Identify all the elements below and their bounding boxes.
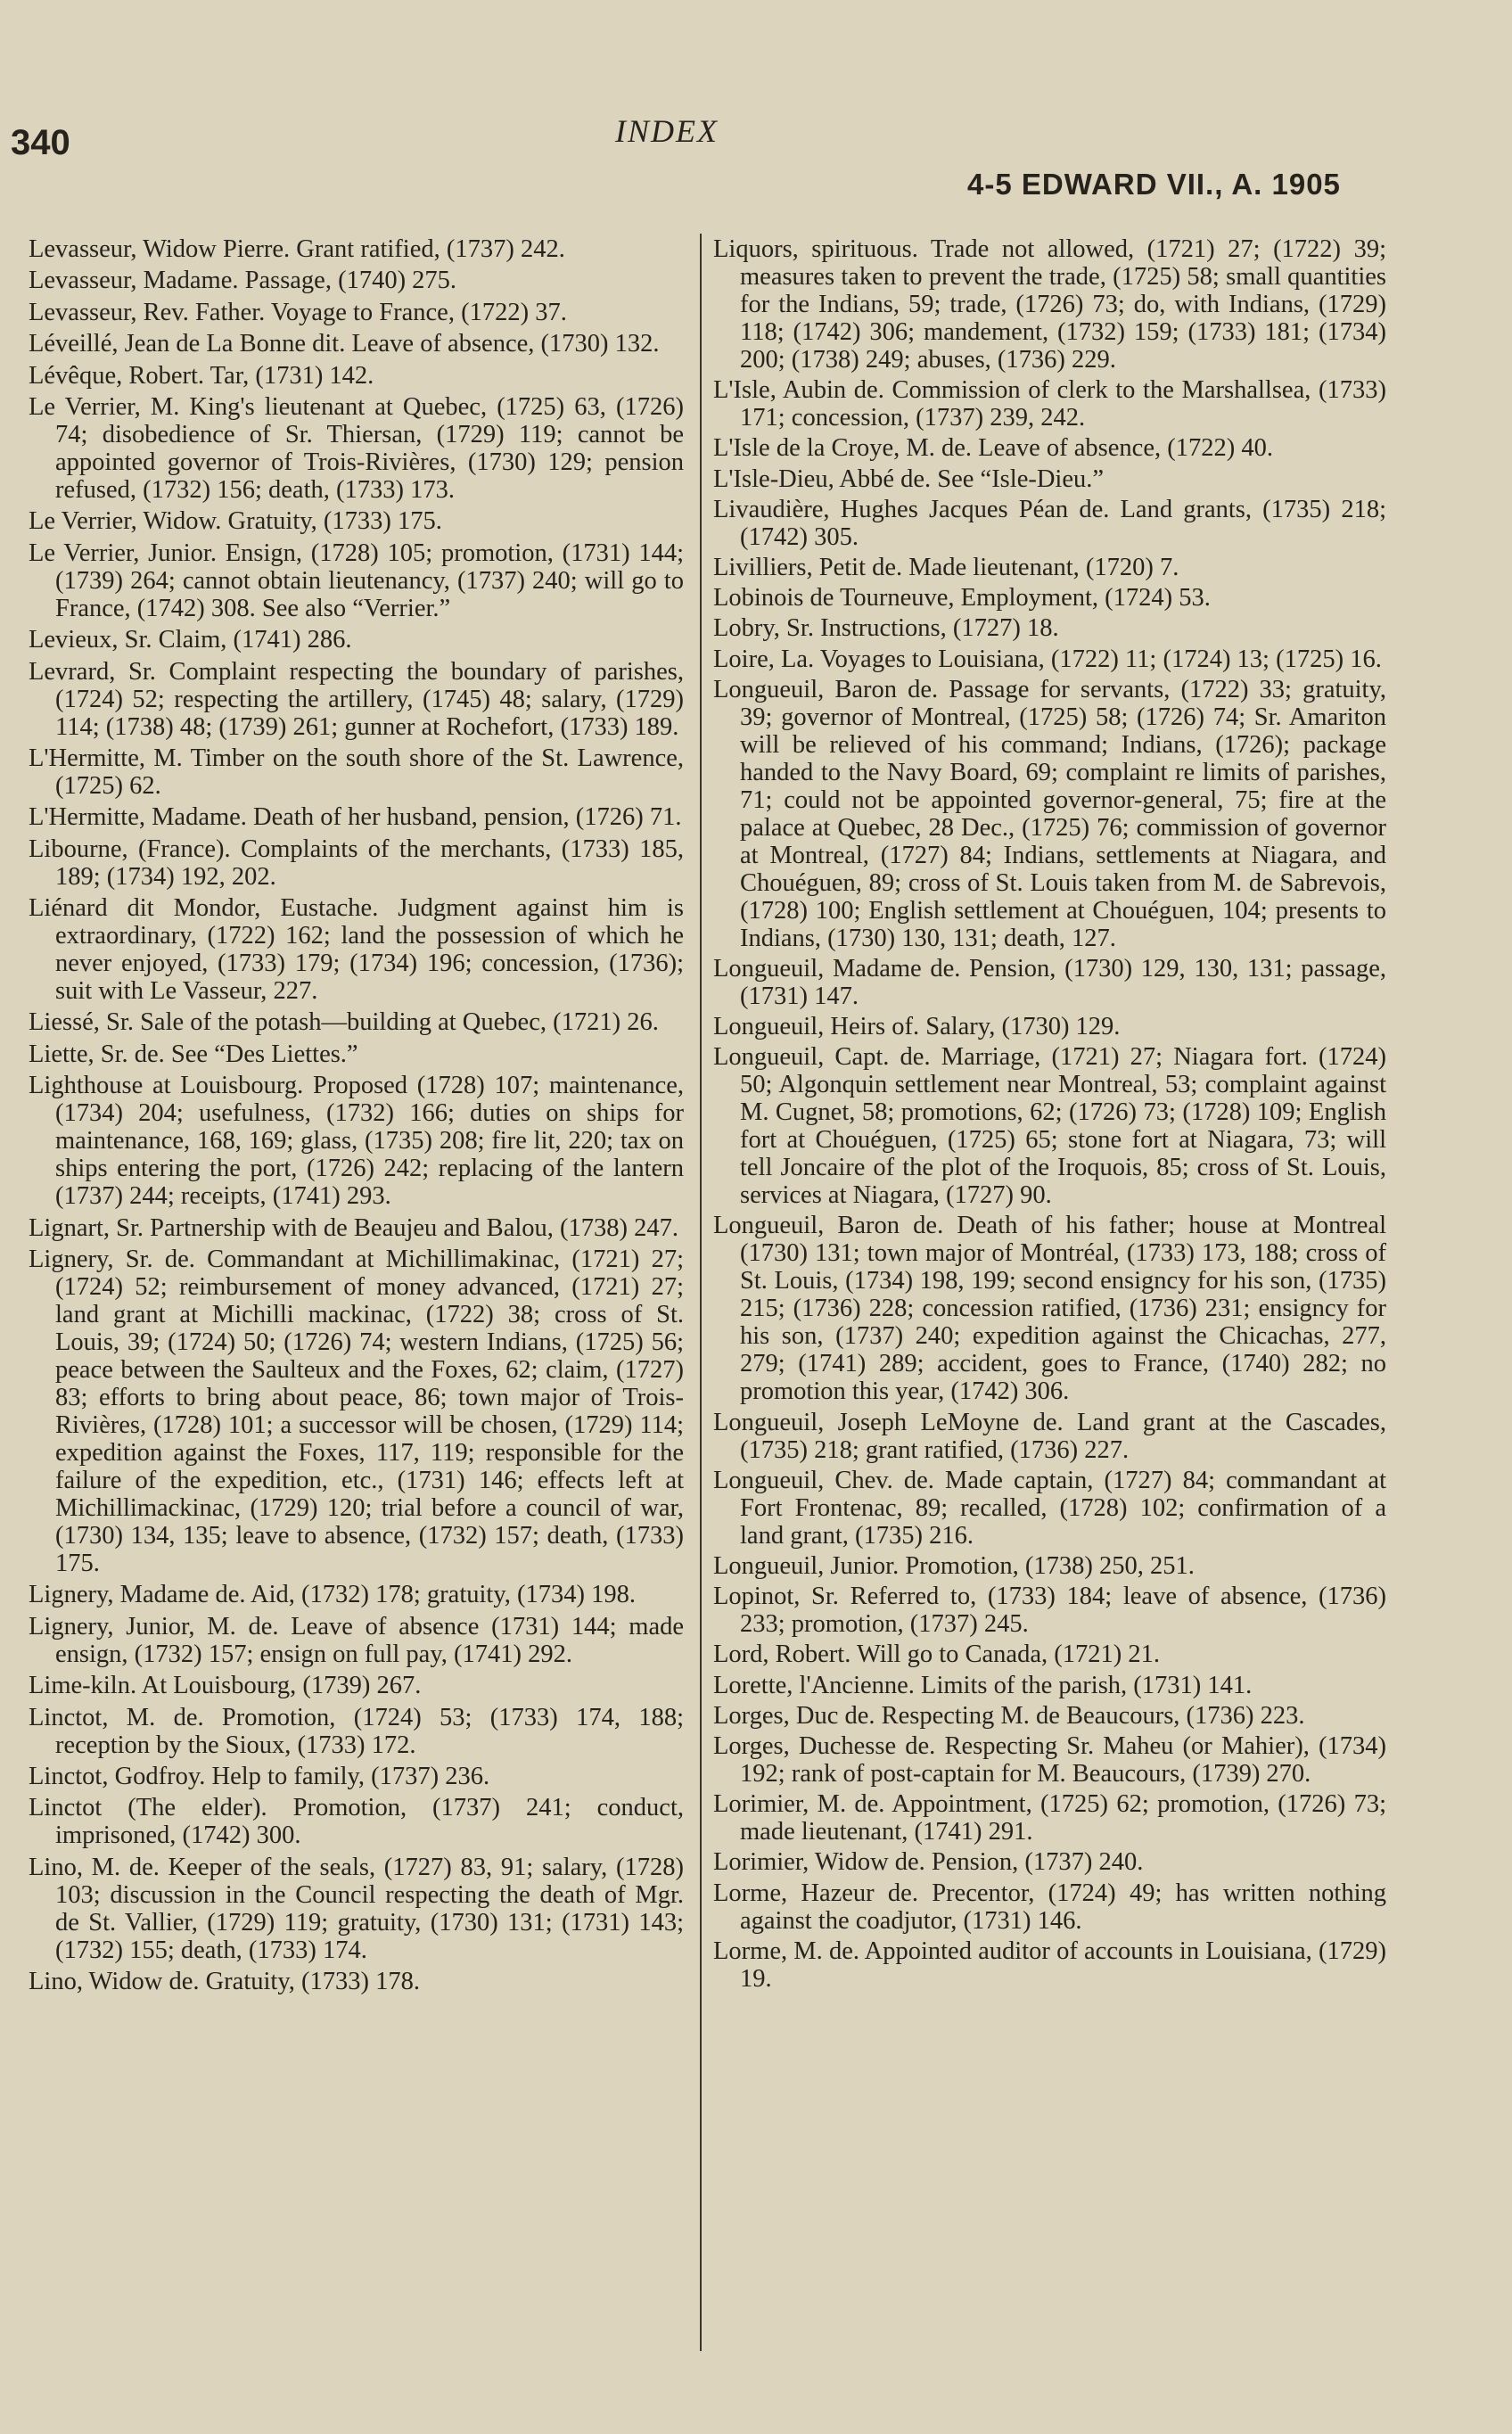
- index-entry: Longueuil, Baron de. Death of his father; house at Montreal (1730) 131; town major of Montréal, (1733) 173, 188; cross of St. Louis, (1734) 198, 199; second ensigncy for his son, (1735) 215; (1736) 228; concession ratified, (1736) 231; ensigncy for his son, (1737) 240; expedition against the Chicachas, 277, 279; (1741) 289; accident, goes to France, (1740) 282; no promotion this year, (1742) 306.: [713, 1212, 1386, 1406]
- index-entry: Longueuil, Heirs of. Salary, (1730) 129.: [713, 1013, 1121, 1041]
- index-entry: Levrard, Sr. Complaint respecting the boundary of parishes, (1724) 52; respecting the artillery, (1745) 48; salary, (1729) 114; (1738) 48; (1739) 261; gunner at Rochefort, (1733) 189.: [29, 657, 684, 741]
- index-entry: Livilliers, Petit de. Made lieutenant, (1720) 7.: [713, 553, 1179, 581]
- index-entry: Lignery, Madame de. Aid, (1732) 178; gratuity, (1734) 198.: [29, 1581, 636, 1609]
- index-entry: Lignart, Sr. Partnership with de Beaujeu and Balou, (1738) 247.: [29, 1213, 678, 1242]
- index-entry: Longueuil, Madame de. Pension, (1730) 129, 130, 131; passage, (1731) 147.: [713, 954, 1386, 1010]
- edition-header: 4-5 EDWARD VII., A. 1905: [967, 168, 1341, 201]
- index-entry: Longueuil, Joseph LeMoyne de. Land grant at the Cascades, (1735) 218; grant ratified, (1736) 227.: [713, 1408, 1386, 1464]
- index-entry: Longueuil, Baron de. Passage for servants, (1722) 33; gratuity, 39; governor of Montreal, (1725) 58; (1726) 74; Sr. Amariton will be relieved of his command; Indians, (1726); package handed to the Navy Board, 69; complaint re limits of parishes, 71; could not be appointed governor-general, 75; fire at the palace at Quebec, 28 Dec., (1725) 76; commission of governor at Montreal, (1727) 84; Indians, settlements at Niagara, and Chouéguen, 89; cross of St. Louis taken from M. de Sabrevois, (1728) 100; English settlement at Chouéguen, 104; presents to Indians, (1730) 130, 131; death, 127.: [713, 675, 1386, 952]
- index-entry: Lobinois de Tourneuve, Employment, (1724) 53.: [713, 584, 1211, 613]
- index-entry: Levasseur, Widow Pierre. Grant ratified, (1737) 242.: [29, 235, 565, 263]
- index-entry: L'Isle, Aubin de. Commission of clerk to the Marshallsea, (1733) 171; concession, (1737) 239, 242.: [713, 376, 1386, 432]
- right-column: [713, 235, 1386, 1995]
- index-entry: Longueuil, Chev. de. Made captain, (1727) 84; commandant at Fort Frontenac, 89; recalled, (1728) 102; confirmation of a land grant, (1735) 216.: [713, 1466, 1386, 1550]
- index-entry: Lino, Widow de. Gratuity, (1733) 178.: [29, 1968, 420, 1996]
- index-entry: Levasseur, Madame. Passage, (1740) 275.: [29, 267, 457, 295]
- index-entry: Le Verrier, Junior. Ensign, (1728) 105; promotion, (1731) 144; (1739) 264; cannot obtain lieutenancy, (1737) 240; will go to France, (1742) 308. See also “Verrier.”: [29, 539, 684, 622]
- index-entry: Longueuil, Capt. de. Marriage, (1721) 27; Niagara fort. (1724) 50; Algonquin settlement near Montreal, 53; complaint against M. Cugnet, 58; promotions, 62; (1726) 73; (1728) 109; English fort at Chouéguen, (1725) 65; stone fort at Niagara, 73; will tell Joncaire of the plot of the Iroquois, 85; cross of St. Louis, services at Niagara, (1727) 90.: [713, 1043, 1386, 1210]
- index-entry: Lord, Robert. Will go to Canada, (1721) 21.: [713, 1640, 1160, 1669]
- index-entry: Loire, La. Voyages to Louisiana, (1722) 11; (1724) 13; (1725) 16.: [713, 645, 1382, 673]
- index-entry: Lorme, M. de. Appointed auditor of accounts in Louisiana, (1729) 19.: [713, 1937, 1386, 1993]
- index-entry: Lévêque, Robert. Tar, (1731) 142.: [29, 361, 374, 390]
- index-entry: Le Verrier, Widow. Gratuity, (1733) 175.: [29, 507, 442, 536]
- index-entry: Lignery, Sr. de. Commandant at Michillimakinac, (1721) 27; (1724) 52; reimbursement of money advanced, (1721) 27; land grant at Michilli mackinac, (1722) 38; cross of St. Louis, 39; (1724) 50; (1726) 74; western Indians, (1725) 56; peace between the Saulteux and the Foxes, 62; claim, (1727) 83; efforts to bring about peace, 86; town major of Trois-Rivières, (1728) 101; a successor will be chosen, (1729) 114; expedition against the Foxes, 117, 119; responsible for the failure of the expedition, etc., (1731) 146; effects left at Michillimackinac, (1729) 120; trial before a council of war, (1730) 134, 135; leave to absence, (1732) 157; death, (1733) 175.: [29, 1246, 684, 1578]
- index-entry: L'Hermitte, Madame. Death of her husband, pension, (1726) 71.: [29, 803, 682, 832]
- index-entry: Liessé, Sr. Sale of the potash—building at Quebec, (1721) 26.: [29, 1008, 659, 1037]
- index-entry: Linctot, M. de. Promotion, (1724) 53; (1733) 174, 188; reception by the Sioux, (1733) 172.: [29, 1703, 684, 1759]
- index-entry: Léveillé, Jean de La Bonne dit. Leave of absence, (1730) 132.: [29, 330, 660, 358]
- left-column: [29, 235, 684, 2000]
- index-entry: Livaudière, Hughes Jacques Péan de. Land grants, (1735) 218; (1742) 305.: [713, 495, 1386, 551]
- index-entry: Liquors, spirituous. Trade not allowed, (1721) 27; (1722) 39; measures taken to prevent the trade, (1725) 58; small quantities for the Indians, 59; trade, (1726) 73; do, with Indians, (1729) 118; (1742) 306; mandement, (1732) 159; (1733) 181; (1734) 200; (1738) 249; abuses, (1736) 229.: [713, 235, 1386, 374]
- index-entry: Linctot (The elder). Promotion, (1737) 241; conduct, imprisoned, (1742) 300.: [29, 1794, 684, 1850]
- index-entry: Libourne, (France). Complaints of the merchants, (1733) 185, 189; (1734) 192, 202.: [29, 835, 684, 891]
- index-entry: Le Verrier, M. King's lieutenant at Quebec, (1725) 63, (1726) 74; disobedience of Sr. Thiersan, (1729) 119; cannot be appointed governor of Trois-Rivières, (1730) 129; pension refused, (1732) 156; death, (1733) 173.: [29, 392, 684, 504]
- index-entry: Lorme, Hazeur de. Precentor, (1724) 49; has written nothing against the coadjutor, (1731) 146.: [713, 1879, 1386, 1935]
- index-entry: L'Isle de la Croye, M. de. Leave of absence, (1722) 40.: [713, 434, 1273, 463]
- index-entry: Liette, Sr. de. See “Des Liettes.”: [29, 1040, 358, 1068]
- index-entry: Lorges, Duchesse de. Respecting Sr. Maheu (or Mahier), (1734) 192; rank of post-captain for M. Beaucours, (1739) 270.: [713, 1731, 1386, 1788]
- index-entry: Linctot, Godfroy. Help to family, (1737) 236.: [29, 1762, 490, 1790]
- index-entry: L'Isle-Dieu, Abbé de. See “Isle-Dieu.”: [713, 465, 1105, 493]
- index-entry: Lorimier, M. de. Appointment, (1725) 62; promotion, (1726) 73; made lieutenant, (1741) 291.: [713, 1790, 1386, 1846]
- index-entry: Liénard dit Mondor, Eustache. Judgment against him is extraordinary, (1722) 162; land the possession of which he never enjoyed, (1733) 179; (1734) 196; concession, (1736); suit with Le Vasseur, 227.: [29, 894, 684, 1006]
- index-entry: Lorimier, Widow de. Pension, (1737) 240.: [713, 1848, 1144, 1877]
- index-entry: Lopinot, Sr. Referred to, (1733) 184; leave of absence, (1736) 233; promotion, (1737) 245.: [713, 1583, 1386, 1639]
- column-divider: [700, 234, 702, 2351]
- index-entry: Levasseur, Rev. Father. Voyage to France, (1722) 37.: [29, 298, 567, 326]
- index-entry: Lighthouse at Louisbourg. Proposed (1728) 107; maintenance, (1734) 204; usefulness, (1732) 166; duties on ships for maintenance, 168, 169; glass, (1735) 208; fire lit, 220; tax on ships entering the port, (1726) 242; replacing of the lantern (1737) 244; receipts, (1741) 293.: [29, 1072, 684, 1211]
- page-number: 340: [11, 123, 70, 162]
- index-entry: L'Hermitte, M. Timber on the south shore of the St. Lawrence, (1725) 62.: [29, 744, 684, 800]
- index-entry: Lorette, l'Ancienne. Limits of the parish, (1731) 141.: [713, 1671, 1253, 1699]
- index-entry: Levieux, Sr. Claim, (1741) 286.: [29, 626, 352, 654]
- index-entry: Lime-kiln. At Louisbourg, (1739) 267.: [29, 1672, 422, 1700]
- index-entry: Lorges, Duc de. Respecting M. de Beaucours, (1736) 223.: [713, 1701, 1305, 1730]
- index-entry: Longueuil, Junior. Promotion, (1738) 250, 251.: [713, 1552, 1195, 1580]
- page-title: INDEX: [615, 113, 719, 149]
- index-entry: Lobry, Sr. Instructions, (1727) 18.: [713, 614, 1059, 643]
- index-entry: Lino, M. de. Keeper of the seals, (1727) 83, 91; salary, (1728) 103; discussion in the Council respecting the death of Mgr. de St. Vallier, (1729) 119; gratuity, (1730) 131; (1731) 143; (1732) 155; death, (1733) 174.: [29, 1853, 684, 1964]
- index-entry: Lignery, Junior, M. de. Leave of absence (1731) 144; made ensign, (1732) 157; ensign on full pay, (1741) 292.: [29, 1612, 684, 1668]
